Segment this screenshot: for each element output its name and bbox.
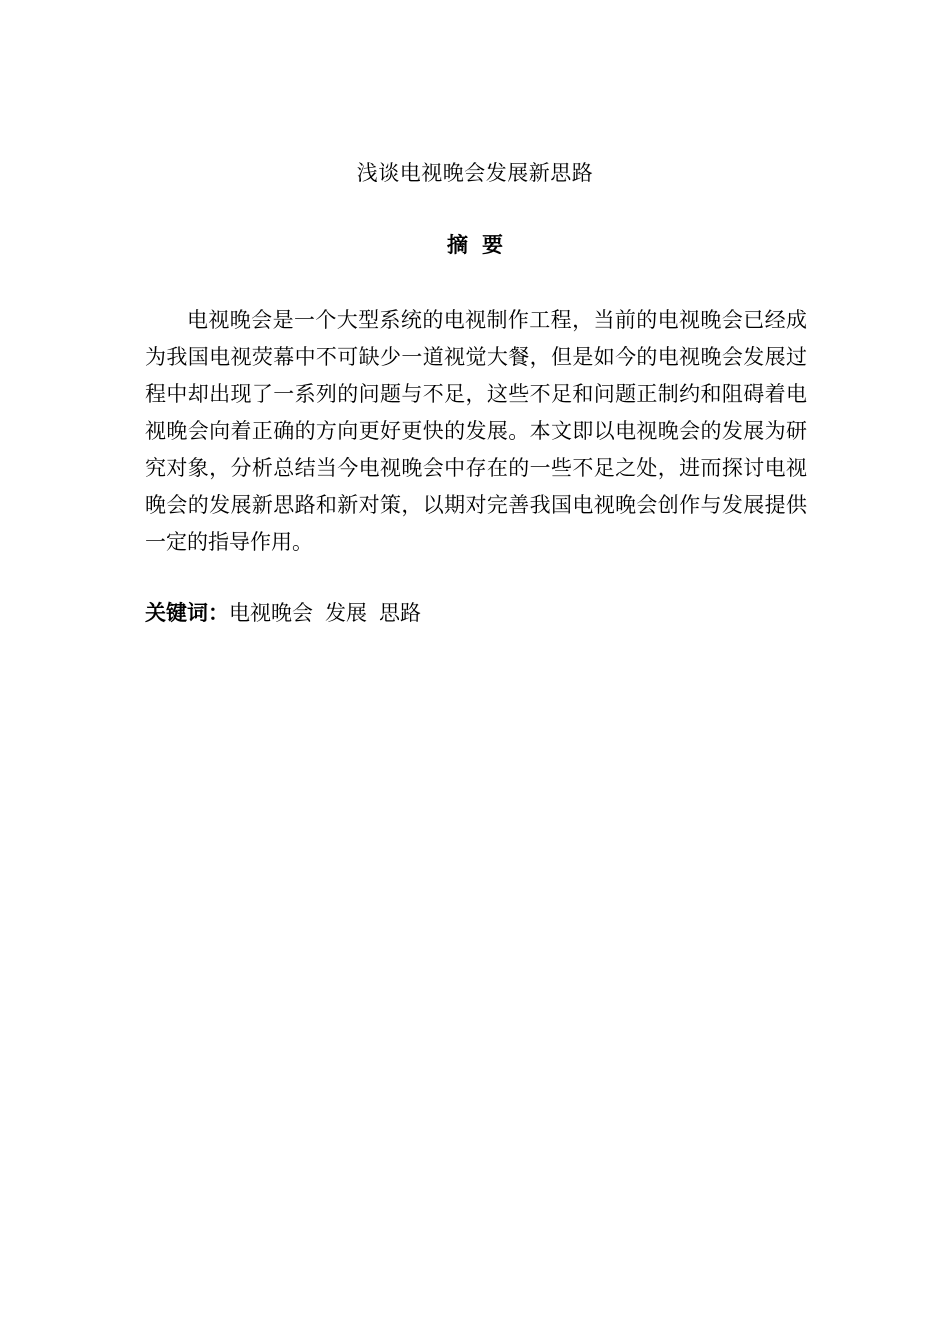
- abstract-heading: 摘要: [447, 233, 517, 257]
- keyword-item: 发展: [325, 601, 367, 625]
- keywords-line: [145, 598, 807, 628]
- paper-title: 浅谈电视晚会发展新思路: [356, 161, 594, 185]
- keyword-item: 电视晚会: [229, 601, 313, 625]
- keywords-label: 关键词：: [145, 601, 229, 625]
- keyword-item: 思路: [379, 601, 421, 625]
- abstract-paragraph: 电视晚会是一个大型系统的电视制作工程，当前的电视晚会已经成为我国电视荧幕中不可缺少一道视觉大餐，但是如今的电视晚会发展过程中却出现了一系列的问题与不足，这些不足和问题正制约和阻碍着电视晚会向着正确的方向更好更快的发展。本文即以电视晚会的发展为研究对象，分析总结当今电视晚会中存在的一些不足之处，进而探讨电视晚会的发展新思路和新对策，以期对完善我国电视晚会创作与发展提供一定的指导作用。: [145, 308, 807, 554]
